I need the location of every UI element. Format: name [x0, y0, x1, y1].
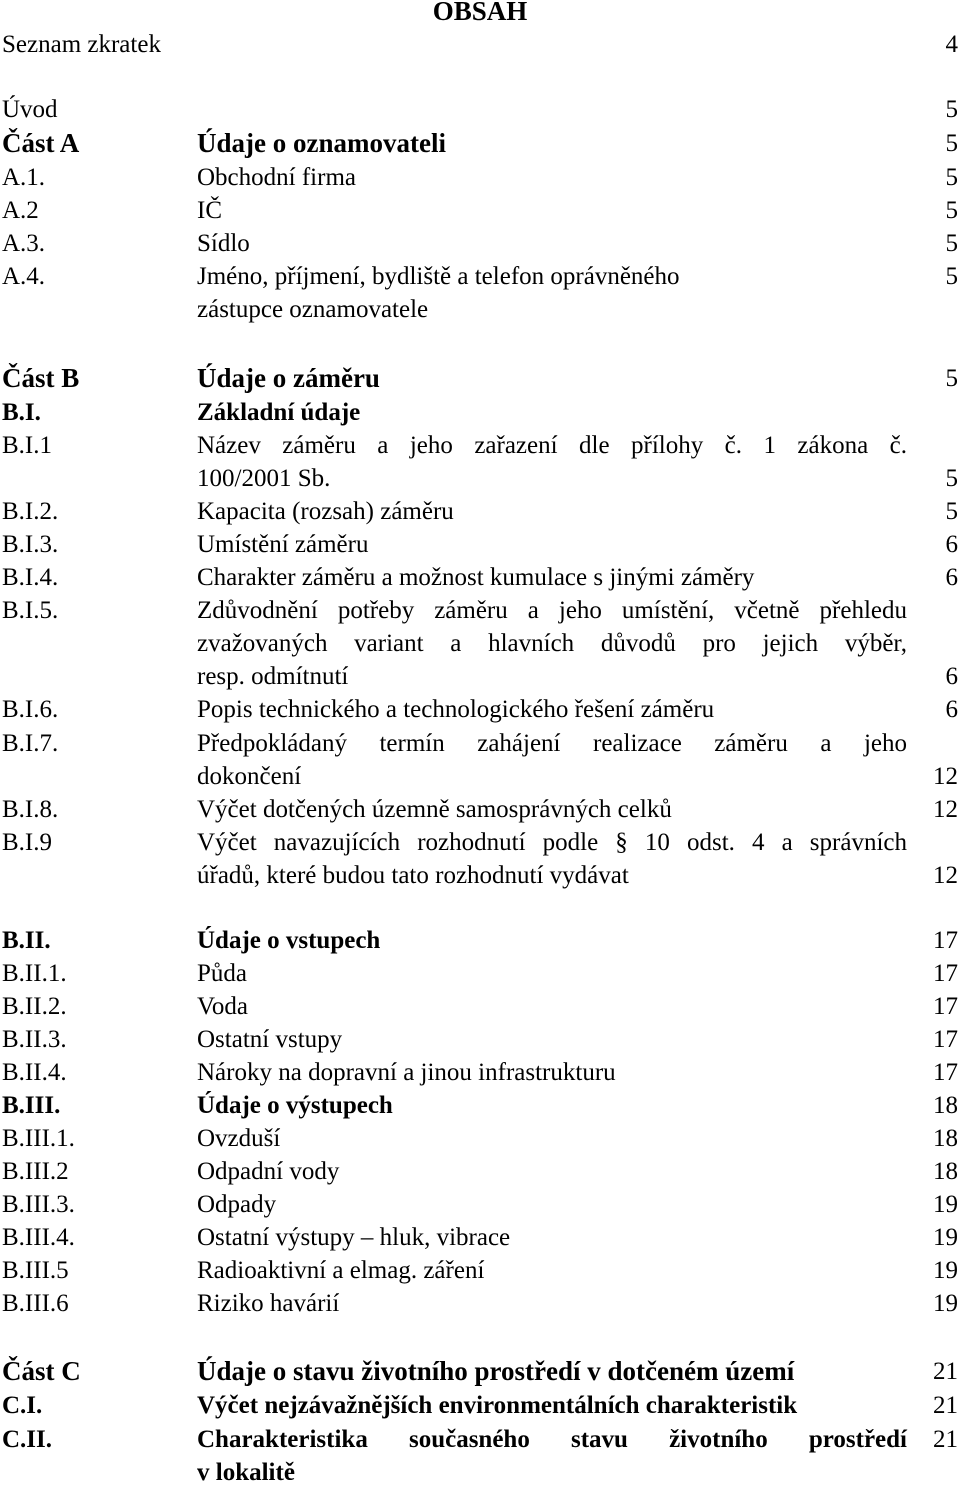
toc-entry-code: A.4. [2, 263, 46, 290]
toc-entry-page: 17 [933, 993, 958, 1020]
toc-entry-title: Základní údaje [197, 399, 361, 426]
toc-entry-code: A.1. [2, 164, 46, 191]
toc-entry-page: 5 [945, 96, 958, 123]
toc-entry-title: Sídlo [197, 230, 250, 257]
toc-entry-code: B.II.3. [2, 1026, 67, 1053]
toc-entry-code: A.2 [2, 197, 39, 224]
toc-entry-code: B.III.2 [2, 1158, 69, 1185]
toc-entry-page: 21 [933, 1358, 958, 1385]
toc-entry-title: IČ [197, 197, 222, 224]
toc-entry-code: Část C [2, 1356, 81, 1386]
toc-entry-code: B.I.7. [2, 730, 59, 757]
toc-entry-title: Jméno, příjmení, bydliště a telefon oprávněného [197, 263, 680, 290]
toc-entry-title: Údaje o vstupech [197, 927, 381, 954]
toc-entry-page: 19 [933, 1290, 958, 1317]
toc-entry-title: Půda [197, 960, 247, 987]
toc-entry-code: B.I.4. [2, 564, 59, 591]
toc-entry-page: 21 [933, 1426, 958, 1453]
toc-entry-title: Odpady [197, 1191, 277, 1218]
toc-entry-page: 6 [945, 696, 958, 723]
toc-entry-code: Seznam zkratek [2, 31, 161, 58]
toc-entry-page: 5 [945, 263, 958, 290]
toc-entry-code: B.II.1. [2, 960, 67, 987]
toc-entry-code: Část A [2, 128, 80, 158]
toc-entry-page: 19 [933, 1191, 958, 1218]
toc-entry-page: 19 [933, 1224, 958, 1251]
toc-entry-title: resp. odmítnutí [197, 663, 349, 690]
toc-entry-title: Výčet nejzávažnějších environmentálních charakteristik [197, 1392, 798, 1419]
toc-entry-title: Výčet navazujících rozhodnutí podle § 10 odst. 4 a správních [197, 829, 907, 856]
toc-entry-code: B.III.1. [2, 1125, 75, 1152]
toc-entry-page: 4 [945, 31, 958, 58]
toc-entry-code: B.I. [2, 399, 41, 426]
toc-entry-page: 21 [933, 1392, 958, 1419]
toc-entry-title: Nároky na dopravní a jinou infrastrukturu [197, 1059, 616, 1086]
toc-entry-page: 18 [933, 1158, 958, 1185]
page-title: OBSAH [432, 0, 528, 26]
toc-entry-page: 17 [933, 927, 958, 954]
toc-entry-title: Ostatní vstupy [197, 1026, 343, 1053]
toc-entry-title: úřadů, které budou tato rozhodnutí vydávat [197, 862, 629, 889]
toc-entry-title: Odpadní vody [197, 1158, 340, 1185]
toc-entry-title: Název záměru a jeho zařazení dle přílohy č. 1 zákona č. [197, 432, 907, 459]
toc-entry-title: 100/2001 Sb. [197, 465, 331, 492]
toc-entry-page: 18 [933, 1092, 958, 1119]
toc-entry-page: 12 [933, 796, 958, 823]
toc-entry-code: B.II.4. [2, 1059, 67, 1086]
toc-entry-title: Údaje o oznamovateli [197, 128, 446, 158]
toc-entry-title: Údaje o stavu životního prostředí v dotčeném území [197, 1356, 795, 1386]
toc-entry-code: B.II.2. [2, 993, 67, 1020]
toc-entry-title: Ovzduší [197, 1125, 281, 1152]
toc-entry-page: 5 [945, 197, 958, 224]
toc-entry-code: B.I.3. [2, 531, 59, 558]
toc-entry-page: 6 [945, 564, 958, 591]
toc-entry-page: 5 [945, 465, 958, 492]
toc-entry-title: Popis technického a technologického řešení záměru [197, 696, 715, 723]
toc-entry-code: B.II. [2, 927, 51, 954]
toc-entry-code: A.3. [2, 230, 46, 257]
toc-entry-title: Ostatní výstupy – hluk, vibrace [197, 1224, 511, 1251]
toc-entry-title: Údaje o záměru [197, 363, 380, 393]
toc-entry-code: B.III.6 [2, 1290, 69, 1317]
toc-entry-code: C.II. [2, 1426, 53, 1453]
toc-entry-title: Kapacita (rozsah) záměru [197, 498, 454, 525]
toc-entry-code: B.I.1 [2, 432, 52, 459]
toc-entry-code: B.I.5. [2, 597, 59, 624]
toc-entry-code: B.I.2. [2, 498, 59, 525]
toc-entry-page: 18 [933, 1125, 958, 1152]
toc-entry-title: zvažovaných variant a hlavních důvodů pro jejich výběr, [197, 630, 907, 657]
toc-entry-code: Úvod [2, 96, 58, 123]
toc-entry-title: Charakter záměru a možnost kumulace s jinými záměry [197, 564, 755, 591]
toc-entry-code: B.I.6. [2, 696, 59, 723]
toc-entry-title: Umístění záměru [197, 531, 369, 558]
toc-entry-title: Výčet dotčených územně samosprávných celků [197, 796, 672, 823]
toc-entry-title: Obchodní firma [197, 164, 356, 191]
toc-entry-title: v lokalitě [197, 1459, 295, 1486]
toc-entry-code: B.III. [2, 1092, 61, 1119]
toc-entry-title: Voda [197, 993, 248, 1020]
toc-entry-code: C.I. [2, 1392, 43, 1419]
toc-entry-code: B.III.5 [2, 1257, 69, 1284]
toc-entry-page: 6 [945, 531, 958, 558]
toc-entry-page: 5 [945, 498, 958, 525]
toc-entry-page: 12 [933, 862, 958, 889]
toc-entry-title: Charakteristika současného stavu životního prostředí [197, 1426, 907, 1453]
toc-entry-title: Údaje o výstupech [197, 1092, 393, 1119]
toc-entry-title: Radioaktivní a elmag. záření [197, 1257, 485, 1284]
toc-entry-page: 6 [945, 663, 958, 690]
toc-entry-page: 5 [945, 130, 958, 157]
toc-entry-page: 5 [945, 164, 958, 191]
toc-entry-page: 17 [933, 1026, 958, 1053]
toc-entry-page: 19 [933, 1257, 958, 1284]
toc-entry-page: 5 [945, 230, 958, 257]
toc-entry-code: B.I.9 [2, 829, 52, 856]
toc-entry-title: Předpokládaný termín zahájení realizace záměru a jeho [197, 730, 907, 757]
toc-entry-title: Riziko havárií [197, 1290, 340, 1317]
toc-entry-code: B.III.3. [2, 1191, 75, 1218]
toc-entry-code: B.III.4. [2, 1224, 75, 1251]
toc-entry-page: 5 [945, 365, 958, 392]
toc-entry-code: Část B [2, 363, 80, 393]
toc-entry-page: 17 [933, 960, 958, 987]
toc-entry-title: dokončení [197, 763, 302, 790]
toc-entry-title: Zdůvodnění potřeby záměru a jeho umístění, včetně přehledu [197, 597, 907, 624]
toc-entry-page: 17 [933, 1059, 958, 1086]
toc-entry-title: zástupce oznamovatele [197, 296, 429, 323]
toc-entry-code: B.I.8. [2, 796, 59, 823]
toc-entry-page: 12 [933, 763, 958, 790]
